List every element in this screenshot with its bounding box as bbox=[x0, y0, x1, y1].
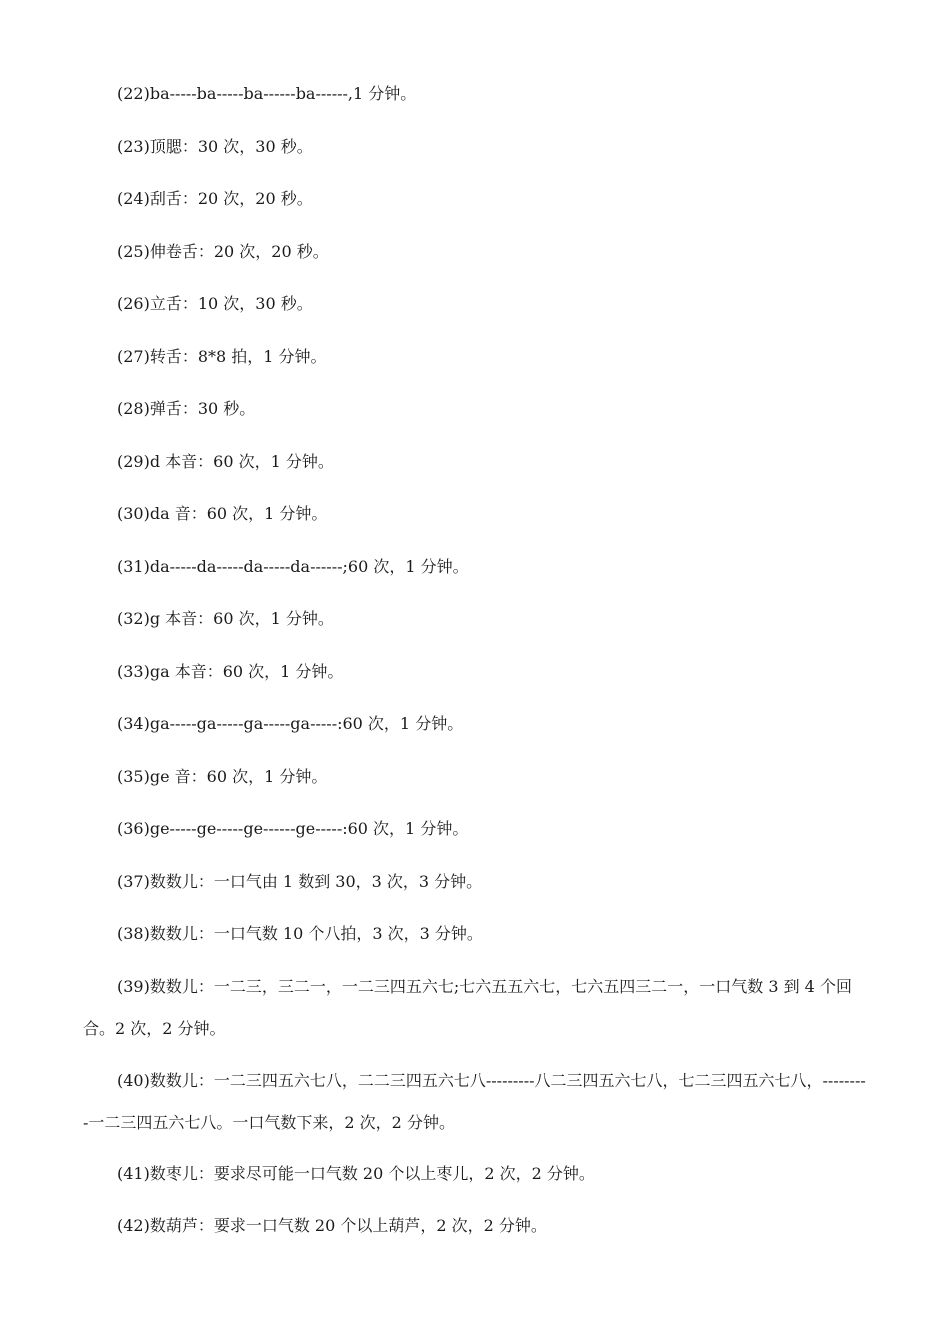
list-item: (29)d 本音：60 次，1 分钟。 bbox=[117, 452, 334, 471]
list-item: (41)数枣儿：要求尽可能一口气数 20 个以上枣儿，2 次，2 分钟。 bbox=[117, 1164, 595, 1183]
list-item: (31)da-----da-----da-----da------;60 次，1 分钟。 bbox=[117, 557, 469, 576]
list-item: (25)伸卷舌：20 次，20 秒。 bbox=[117, 242, 329, 261]
list-item: (24)刮舌：20 次，20 秒。 bbox=[117, 189, 313, 208]
list-item: (37)数数儿：一口气由 1 数到 30，3 次，3 分钟。 bbox=[117, 872, 483, 891]
list-item: (27)转舌：8*8 拍，1 分钟。 bbox=[117, 347, 327, 366]
list-item: (34)ga-----ga-----ga-----ga-----:60 次，1 分钟。 bbox=[117, 714, 464, 733]
list-item: (28)弹舌：30 秒。 bbox=[117, 399, 256, 418]
list-item: (23)顶腮：30 次，30 秒。 bbox=[117, 137, 313, 156]
list-item: (33)ga 本音：60 次，1 分钟。 bbox=[117, 662, 344, 681]
list-item: (30)da 音：60 次，1 分钟。 bbox=[117, 504, 328, 523]
list-item: (22)ba-----ba-----ba------ba------,1 分钟。 bbox=[117, 84, 417, 103]
list-item: (40)数数儿：一二三四五六七八，二二三四五六七八---------八二三四五六七八，七二三四五六七八，---------一二三四五六七八。一口气数下来，2 次，2 分钟。 bbox=[83, 1071, 866, 1132]
list-item: (35)ge 音：60 次，1 分钟。 bbox=[117, 767, 328, 786]
list-item: (42)数葫芦：要求一口气数 20 个以上葫芦，2 次，2 分钟。 bbox=[117, 1216, 547, 1235]
list-item: (36)ge-----ge-----ge------ge-----:60 次，1 分钟。 bbox=[117, 819, 469, 838]
list-item: (38)数数儿：一口气数 10 个八拍，3 次，3 分钟。 bbox=[117, 924, 483, 943]
list-item: (26)立舌：10 次，30 秒。 bbox=[117, 294, 313, 313]
list-item: (39)数数儿：一二三，三二一，一二三四五六七;七六五五六七，七六五四三二一，一口气数 3 到 4 个回合。2 次，2 分钟。 bbox=[83, 977, 852, 1038]
list-item: (32)g 本音：60 次，1 分钟。 bbox=[117, 609, 334, 628]
